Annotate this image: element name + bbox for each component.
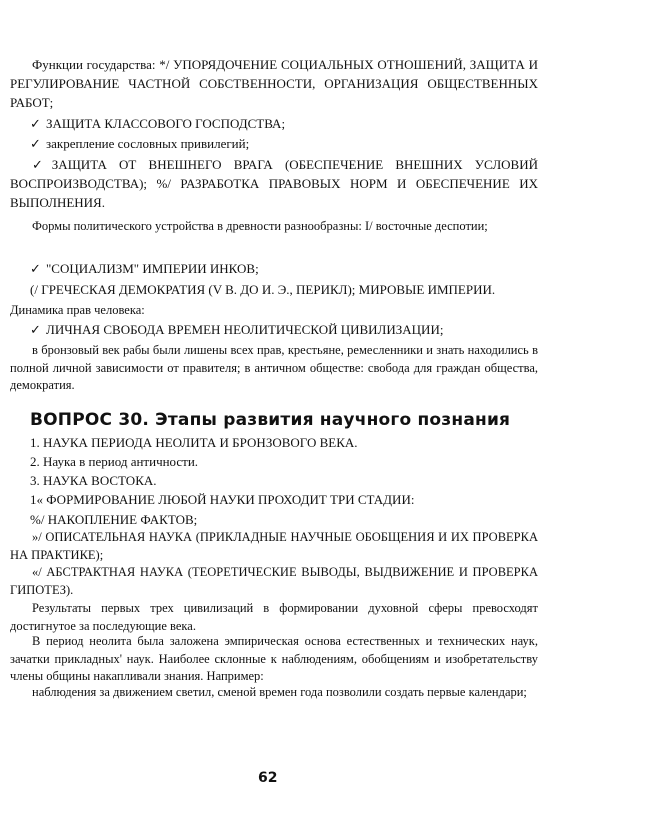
outline-item: 2. Наука в период античности. [30, 454, 199, 469]
list-item: ✓ закрепление сословных привилегий; [30, 136, 250, 151]
check-icon: ✓ [30, 261, 41, 276]
list-item-long: ✓ЗАЩИТА ОТ ВНЕШНЕГО ВРАГА (ОБЕСПЕЧЕНИЕ ВНЕШНИХ УСЛОВИЙ ВОСПРОИЗВОДСТВА); %/ РАЗРАБОТКА ПРАВОВЫХ НОРМ И ОБЕСПЕЧЕНИЕ ИХ ВЫПОЛНЕНИЯ. [10, 157, 538, 210]
results-paragraph: Результаты первых трех цивилизаций в формировании духовной сферы превосходят достигнутое за последующие века. [10, 601, 538, 633]
check-icon: ✓ [30, 116, 41, 131]
check-icon: ✓ [32, 157, 52, 172]
list-item: (/ ГРЕЧЕСКАЯ ДЕМОКРАТИЯ (V В. ДО И. Э., ПЕРИКЛ); МИРОВЫЕ ИМПЕРИИ. [30, 282, 496, 297]
outline-item: 3. НАУКА ВОСТОКА. [30, 473, 157, 488]
state-functions-paragraph: Функции государства: */ УПОРЯДОЧЕНИЕ СОЦИАЛЬНЫХ ОТНОШЕНИЙ, ЗАЩИТА И РЕГУЛИРОВАНИЕ ЧАСТНОЙ СОБСТВЕННОСТИ, ОРГАНИЗАЦИЯ ОБЩЕСТВЕННЫХ РАБОТ; [10, 57, 538, 110]
political-forms-paragraph: Формы политического устройства в древности разнообразны: I/ восточные деспотии; [32, 219, 488, 233]
outline-item-long: »/ ОПИСАТЕЛЬНАЯ НАУКА (ПРИКЛАДНЫЕ НАУЧНЫЕ ОБОБЩЕНИЯ И ИХ ПРОВЕРКА НА ПРАКТИКЕ); [10, 530, 538, 562]
bronze-age-paragraph: в бронзовый век рабы были лишены всех прав, крестьяне, ремесленники и знать находились в полной личной зависимости от правителя; в античном обществе: свобода для граждан общества, демократия. [10, 343, 538, 392]
section-heading: ВОПРОС 30. Этапы развития научного познания [30, 410, 511, 430]
outline-item: 1« ФОРМИРОВАНИЕ ЛЮБОЙ НАУКИ ПРОХОДИТ ТРИ СТАДИИ: [30, 492, 415, 507]
outline-item: %/ НАКОПЛЕНИЕ ФАКТОВ; [30, 512, 198, 527]
list-item: ✓ ЗАЩИТА КЛАССОВОГО ГОСПОДСТВА; [30, 116, 286, 131]
outline-item-long: «/ АБСТРАКТНАЯ НАУКА (ТЕОРЕТИЧЕСКИЕ ВЫВОДЫ, ВЫДВИЖЕНИЕ И ПРОВЕРКА ГИПОТЕЗ). [10, 565, 538, 597]
page-number: 62 [258, 770, 278, 786]
check-icon: ✓ [30, 322, 41, 337]
rights-dynamics-label: Динамика прав человека: [10, 303, 145, 317]
calendar-paragraph: наблюдения за движением светил, сменой времен года позволили создать первые календари; [32, 685, 527, 699]
outline-item: 1. НАУКА ПЕРИОДА НЕОЛИТА И БРОНЗОВОГО ВЕКА. [30, 435, 358, 450]
list-item: ✓ "СОЦИАЛИЗМ" ИМПЕРИИ ИНКОВ; [30, 261, 259, 276]
neolithic-paragraph: В период неолита была заложена эмпирическая основа естественных и технических наук, зачатки прикладных' наук. Наиболее склонные к наблюдениям, обобщениям и изобретательству члены общины накапливали знания. Например: [10, 634, 538, 683]
list-item: ✓ ЛИЧНАЯ СВОБОДА ВРЕМЕН НЕОЛИТИЧЕСКОЙ ЦИВИЛИЗАЦИИ; [30, 322, 444, 337]
check-icon: ✓ [30, 136, 41, 151]
